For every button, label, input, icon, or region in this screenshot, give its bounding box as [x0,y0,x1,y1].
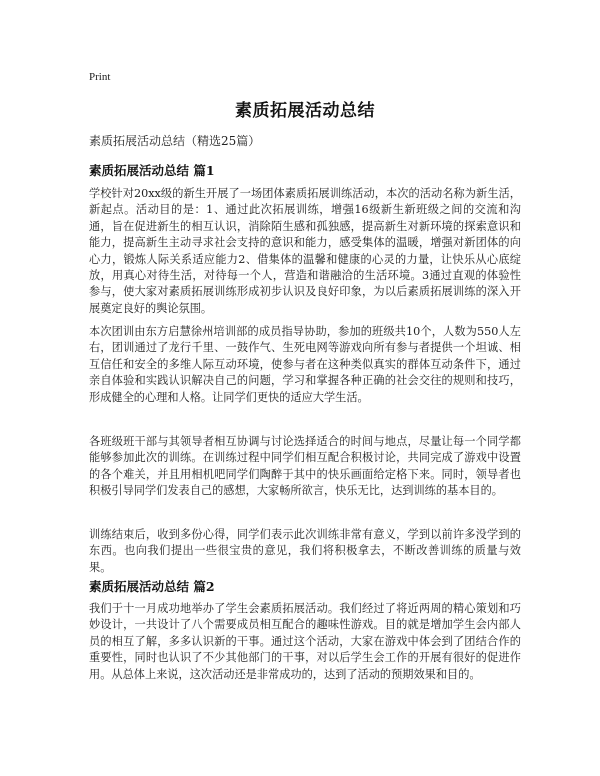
page-title: 素质拓展活动总结 [235,101,375,121]
section-heading-1: 素质拓展活动总结 篇1 [89,163,215,178]
paragraph-1-3: 各班级班干部与其领导者相互协调与讨论选择适合的时间与地点，尽量让每一个同学都能够参加此次的训练。在训练过程中同学们相互配合积极讨论，共同完成了游戏中设置的各个难关，并且用相机吧同学们陶醉于其中的快乐画面给定格下来。同时，领导者也积极引导同学们发表自己的感想，大家畅所欲言，快乐无比，达到训练的基本目的。 [89,435,521,498]
paragraph-1-1: 学校针对20xx级的新生开展了一场团体素质拓展训练活动，本次的活动名称为新生活，新起点。活动目的是：1、通过此次拓展训练，增强16级新生新班级之间的交流和沟通，旨在促进新生的相互认识，消除陌生感和孤独感，提高新生对新环境的探索意识和能力，提高新生主动寻求社会支持的意识和能力，感受集体的温暖，增强对新团体的向心力，锻炼人际关系适应能力2、借集体的温馨和健康的心灵的力量，让快乐从心底绽放，用真心对待生活，对待每一个人，营造和谐融洽的生活环境。3通过直观的体验性参与，使大家对素质拓展训练形成初步认识及良好印象，为以后素质拓展训练的深入开展奠定良好的舆论氛围。 [89,187,521,315]
paragraph-1-2: 本次团训由东方启慧徐州培训部的成员指导协助，参加的班级共10个，人数为550人左右，团训通过了龙行千里、一鼓作气、生死电网等游戏向所有参与者提供一个坦诚、相互信任和安全的多维人际互动环境，使参与者在这种类似真实的群体互动条件下，通过亲自体验和实践认识解决自己的问题，学习和掌握各种正确的社会交往的规则和技巧，形成健全的心理和人格。让同学们更快的适应大学生活。 [89,325,521,404]
paragraph-2-1: 我们于十一月成功地举办了学生会素质拓展活动。我们经过了将近两周的精心策划和巧妙设计，一共设计了八个需要成员相互配合的趣味性游戏。目的就是增加学生会内部人员的相互了解，多多认识新的干事。通过这个活动，大家在游戏中体会到了团结合作的重要性，同时也认识了不少其他部门的干事，对以后学生会工作的开展有很好的促进作用。从总体上来说，这次活动还是非常成功的，达到了活动的预期效果和目的。 [89,602,521,681]
document-subtitle: 素质拓展活动总结（精选25篇） [89,134,261,148]
print-label[interactable]: Print [89,71,111,83]
section-heading-2: 素质拓展活动总结 篇2 [89,579,215,594]
paragraph-1-4: 训练结束后，收到多份心得，同学们表示此次训练非常有意义，学到以前许多没学到的东西。也向我们提出一些很宝贵的意见，我们将积极拿去，不断改善训练的质量与效果。 [89,528,521,574]
